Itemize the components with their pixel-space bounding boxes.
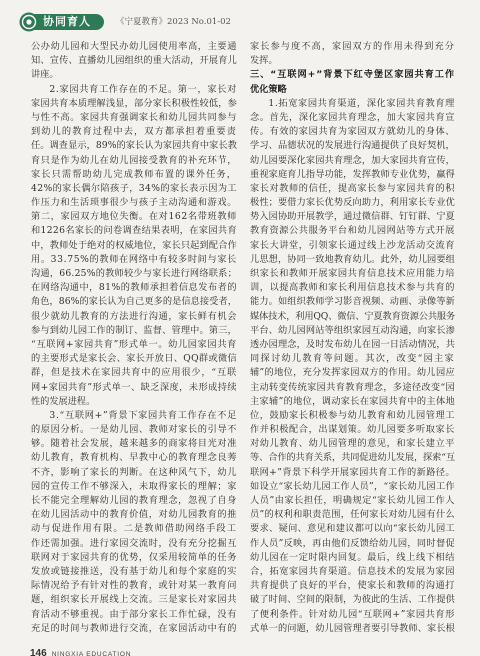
text-line: 要求、疑问、意见和建议都可以向“家长幼儿园工 [250, 523, 456, 535]
text-line: 第二，家园双方地位失衡。在对162名带班教师 [31, 211, 237, 223]
text-line: 学习、品德状况的发展进行沟通提供了良好契机， [250, 140, 456, 152]
text-line: 辅”的地位，充分发挥家园双方的作用。幼儿园应 [250, 367, 456, 379]
text-line: 作还需加强。进行家园交流时，没有充分挖掘互 [31, 537, 237, 549]
text-line: 性的发展进程。 [31, 395, 96, 407]
text-line: 对幼儿教育、幼儿园管理的意见，和家长建立平 [250, 438, 455, 450]
paragraph [250, 97, 455, 636]
text-line: 长不能完全理解幼儿园的教育理念，忽视了自身 [31, 495, 237, 506]
text-line: 际情况给予有针对性的教育，或针对某一教育问 [31, 580, 237, 592]
text-line: 平台、幼儿园网站等组织家园互动沟通，向家长渗 [250, 324, 456, 336]
text-line: 家长参与度不高，家园双方的作用未得到充分 [250, 41, 456, 52]
text-line: 和1226名家长的问卷调查结果表明，在家园共育 [31, 225, 237, 237]
text-line: 发放或链接推送，没有基于幼儿和每个家庭的实 [31, 565, 237, 577]
text-line: 主动转变传统家园共育教育理念，多途径改变“园 [250, 381, 456, 393]
text-line: 如设立“家长幼儿园工作人员”，“家长幼儿园工作 [250, 480, 455, 492]
text-line: 动与促进作用有限。二是教师借助网络手段工 [31, 523, 238, 535]
text-line: 能力。如组织教师学习影音视频、动画、录像等新 [250, 296, 456, 308]
journal-issue: 《宁夏教育》2023 No.01-02 [116, 17, 231, 27]
paragraph [250, 40, 455, 68]
text-line: 园的宣传工作不够深入，未取得家长的理解；家 [31, 480, 237, 492]
text-line: 沟通，66.25%的教师较少与家长进行网络联系； [31, 268, 237, 279]
text-line: 充足的时间与教师进行交流，在家园活动中有的 [31, 622, 237, 634]
text-line: 等、合作的共育关系，共同促进幼儿发展，探索“互 [250, 452, 456, 464]
text-line: 员”的权利和职责范围，任何家长对幼儿园有什么 [250, 509, 456, 521]
text-line: 式单一的问题，幼儿园管理者要引导教师、家长根 [250, 622, 456, 634]
text-line: 42%的家长偶尔陪孩子，34%的家长表示因为工 [31, 182, 237, 194]
text-line: 在幼儿园活动中的教育价值，对幼儿园教育的推 [31, 509, 237, 521]
text-line: 家长对教师的信任，提高家长参与家园共育的积 [250, 182, 455, 194]
page-number: 146 [30, 648, 47, 656]
paragraph [31, 409, 237, 636]
text-line: 到幼儿的教育过程中去，双方都承担着重要责 [31, 126, 238, 138]
text-line: 讲座。 [31, 69, 59, 81]
text-line: 重视家庭育儿指导功能，发挥教师专业优势，赢得 [250, 168, 456, 180]
paragraph [31, 83, 237, 409]
text-line: 公办幼儿园和大型民办幼儿园使用率高，主要通 [31, 41, 237, 52]
section-tag: 协同育人 [30, 14, 104, 30]
text-line: 家园共育本质理解浅显，部分家长积极性较低，参 [31, 97, 237, 109]
text-line: 儿思想，协同一致地教育幼儿。此外，幼儿园要组 [250, 253, 456, 265]
text-line: 网+家园共育”形式单一、缺乏深度，未形成持续 [31, 381, 237, 393]
text-line: 教育资源公共服务平台和幼儿园网站等方式开展 [250, 225, 455, 237]
text-line: 的原因分析。一是幼儿园、教师对家长的引导不 [31, 424, 237, 436]
text-line: 幼儿教育，教育机构、早教中心的教育理念良莠 [31, 452, 237, 464]
text-line: 媒体技术，利用QQ、微信、宁夏教育资源公共服务 [250, 310, 455, 322]
text-line: 联网对于家园共育的优势，仅采用较简单的任务 [31, 551, 237, 563]
text-line: 主家辅”的地位，调动家长在家园共育中的主体地 [250, 395, 456, 407]
text-line: 家长只需帮助幼儿完成教师布置的课外任务， [31, 168, 238, 180]
page-header [0, 0, 480, 36]
text-line: 作压力和生活琐事很少与孩子主动沟通和游戏。 [31, 197, 237, 209]
text-line: 家长大讲堂，引领家长通过线上沙龙活动交流育 [250, 239, 455, 251]
text-line: 用。33.75%的教师在网络中有较多时间与家长 [31, 253, 238, 265]
text-line: 很少就幼儿教育的方法进行沟通，家长鲜有机会 [31, 310, 237, 322]
text-line: 极性；要借力家长优势反向助力，利用家长专业优 [250, 197, 456, 209]
text-line: 了便利条件。针对幼儿园“互联网+”家园共育形 [250, 608, 456, 620]
text-line: 联网+”背景下科学开展家园共育工作的新路径。 [250, 466, 455, 478]
text-line: “互联网+家园共育”形式单一。幼儿园家园共育 [31, 338, 237, 350]
text-line: 够。随着社会发展，越来越多的商家将目光对准 [31, 438, 237, 450]
text-line: 3.“互联网+”背景下家园共育工作存在不足 [49, 409, 237, 421]
text-line: 幼儿园要深化家园共育理念，加大家园共育宣传， [250, 154, 456, 166]
text-line: 角色，86%的家长认为自己更多的是信息接受者， [31, 296, 237, 308]
text-line: 1.拓宽家园共育渠道，深化家园共育教育理 [268, 97, 455, 109]
text-line: 合，拓宽家园共育渠道。信息技术的发展为家园 [250, 565, 455, 577]
circle-emblem-icon [19, 12, 39, 32]
text-line: 三、“互联网+”背景下红寺堡区家园共育工作 [250, 69, 455, 81]
page-footer [30, 641, 132, 656]
text-line: 训，以提高教师和家长利用信息技术参与共育的 [250, 282, 455, 294]
text-line: 优化策略 [250, 83, 287, 95]
text-line: 在网络沟通中，81%的教师承担着信息发布者的 [31, 282, 238, 294]
text-line: 织家长和教师开展家园共育信息技术应用能力培 [250, 268, 455, 279]
text-line: 作人员”反映，再由他们反馈给幼儿园，同时督促 [250, 537, 456, 549]
text-line: 人员”由家长担任，明确规定“家长幼儿园工作人 [250, 495, 455, 506]
text-line: 中，教师处于绝对的权威地位，家长只起到配合作 [31, 239, 237, 251]
text-line: 2.家园共育工作存在的不足。第一，家长对 [49, 83, 237, 95]
text-line: 的主要形式是家长会、家长开放日、QQ群或微信 [31, 353, 237, 365]
text-line: 发挥。 [250, 55, 278, 67]
text-line: 知、宣传、直播幼儿园组织的重大活动，开展育儿 [31, 55, 237, 67]
text-line: 育只是作为幼儿在幼儿园接受教育的补充环节， [31, 154, 237, 166]
text-line: 作并积极配合，出谋划策。幼儿园要多听取家长 [250, 424, 455, 436]
text-line: 与性不高。家园共育强调家长和幼儿园共同参与 [31, 111, 237, 123]
text-line: 参与到幼儿园工作的制订、监督、管理中。第三， [31, 324, 237, 336]
text-line: 势入园协助开展教学，通过微信群、钉钉群、宁夏 [250, 211, 456, 223]
text-line: 任。调查显示，89%的家长认为家园共育中家长教 [31, 140, 237, 152]
text-line: 题，组织家长开展线上交流。三是家长对家园共 [31, 594, 237, 606]
text-line: 幼儿园在一定时限内回复。最后，线上线下相结 [250, 551, 455, 563]
paragraph [31, 40, 237, 83]
text-line: 位，鼓励家长积极参与幼儿教育和幼儿园管理工 [250, 409, 455, 421]
text-line: 破了时间、空间的限制，为彼此的生活、工作提供 [250, 594, 456, 606]
journal-name-en: NINGXIA EDUCATION [51, 651, 132, 656]
text-line: 传。有效的家园共育为家园双方就幼儿的身体、 [250, 126, 455, 138]
right-column [250, 40, 455, 636]
text-line: 透办园理念，及时发布幼儿在园一日活动情况，共 [250, 338, 456, 350]
text-line: 同探讨幼儿教育等问题。其次，改变“园主家 [250, 353, 455, 365]
section-heading [250, 68, 455, 96]
left-column [31, 40, 237, 636]
text-line: 不齐，影响了家长的判断。在这种风气下，幼儿 [31, 466, 237, 478]
text-line: 共育提供了良好的平台，使家长和教师的沟通打 [250, 580, 455, 592]
text-line: 念。首先，深化家园共育理念，加大家园共育宣 [250, 111, 455, 123]
text-line: 育活动不够重视。由于部分家长工作忙碌，没有 [31, 608, 237, 620]
text-line: 群，但是技术在家园共育中的应用很少，“互联 [31, 367, 238, 379]
